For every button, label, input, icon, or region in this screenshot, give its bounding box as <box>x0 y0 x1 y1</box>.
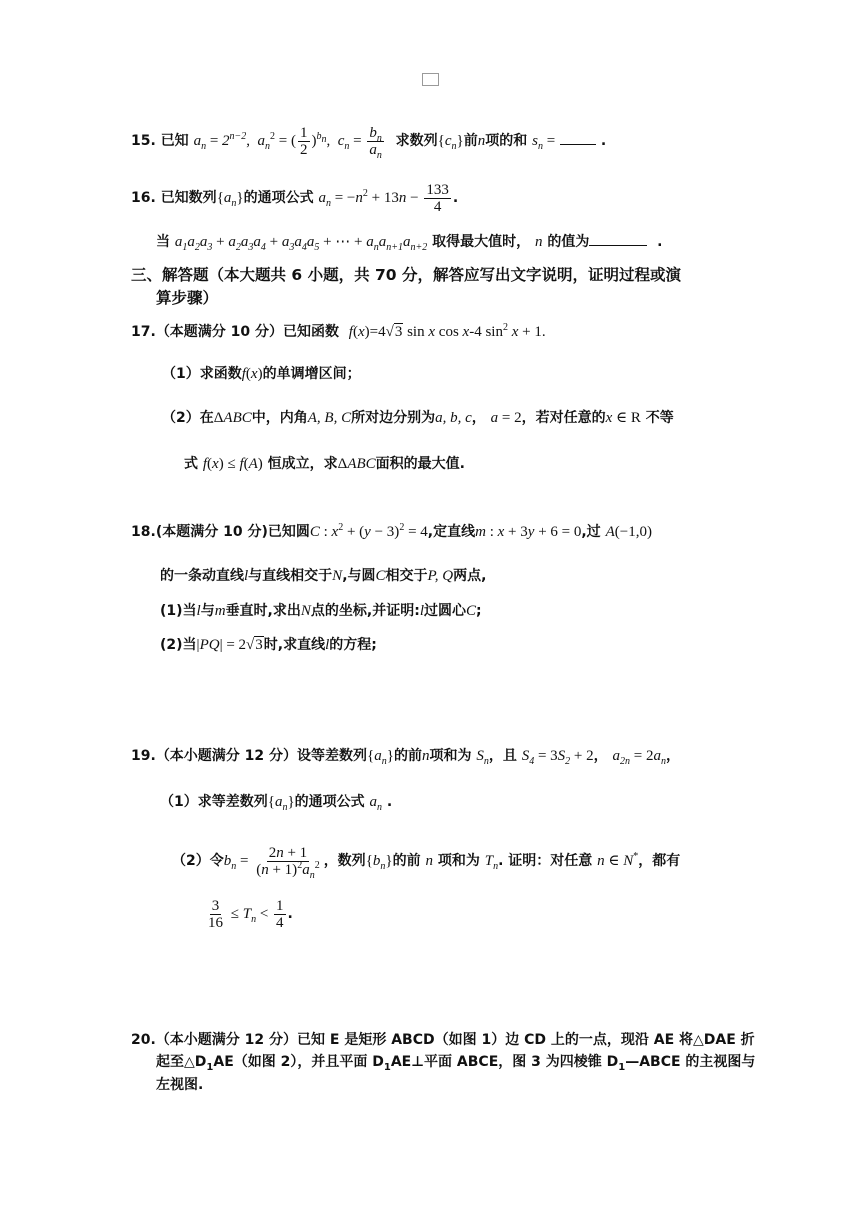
problem-20-line-3: 左视图. <box>156 1077 204 1093</box>
formula-17: f(x)=4√3 sin x cos x-4 $\sin^2 x + 1$. <box>348 322 546 340</box>
formula-16: $a_n = -n^2 + 13n$ − $\frac{133}{4}$ <box>318 182 449 215</box>
problem-20-line-2: 起至$\triangle D_1AE$（如图 2），并且平面 $D_1AE\perp$平面 ABCE，图 3 为四棱锥 $D_1—ABCE$ 的主视图与 <box>156 1054 756 1073</box>
formula-19-b: $b_n$ = $\frac{2n + 1}{(n + 1)^2a_n^2}$ <box>223 845 320 881</box>
problem-17: 17.（本题满分 10 分）已知函数 f(x)=4√3 sin x cos x-4 $\sin^2 x + 1$. <box>131 322 546 340</box>
problem-16-line-2: 当 $a_1a_2a_3 + a_2a_3a_4 + a_3a_4a_5$ + ⋯ + $a_na_{n+1}a_{n+2}$ 取得最大值时， n 的值为 . <box>156 234 663 253</box>
problem-19-part-2: （2）令$b_n$ = $\frac{2n + 1}{(n + 1)^2a_n^2}$ ，数列$\{b_n\}$的前 n 项和为 $T_n$. 证明：对任意 n ∈ N*，都有 <box>172 845 681 881</box>
problem-16: 16. 已知数列$\{a_n\}$的通项公式 $a_n = -n^2 + 13n$ − $\frac{133}{4}$ . <box>131 182 459 215</box>
formula-15: $a_n = 2^{n-2}$, $a_n^2$ = ( $\frac{1}{2}$ )$^{b_n}$, $c_n$ = $\frac{b_n}{a_n}$ <box>193 125 382 161</box>
problem-18-part-1: (1)当l与m垂直时,求出N点的坐标,并证明:l过圆心C; <box>160 603 482 619</box>
problem-18-part-2: (2)当|PQ| = 2√3时,求直线l的方程; <box>160 637 377 653</box>
problem-19: 19.（本小题满分 12 分）设等差数列$\{a_n\}$的前n项和为 $S_n$，且 $S_4 = 3S_2 + 2$， $a_{2n} = 2a_n$， <box>131 748 680 767</box>
section-3-title: 三、解答题（本大题共 6 小题，共 70 分，解答应写出文字说明，证明过程或演 <box>131 266 681 284</box>
answer-blank-15 <box>560 144 596 145</box>
problem-19-inequality: $\frac{3}{16}$ ≤ $T_n$ < $\frac{1}{4}$ . <box>208 898 293 931</box>
problem-17-part-2-cont: 式 f(x) ≤ f(A) 恒成立，求ΔABC面积的最大值. <box>184 456 465 472</box>
page-marker <box>422 73 439 86</box>
problem-19-part-1: （1）求等差数列$\{a_n\}$的通项公式 $a_n$ . <box>160 794 393 813</box>
problem-15: 15. 已知 $a_n = 2^{n-2}$, $a_n^2$ = ( $\frac{1}{2}$ )$^{b_n}$, $c_n$ = $\frac{b_n}{a_n}$ 求数列$\{c_n\}$前n项的和 $s_n$ = . <box>131 125 607 161</box>
problem-17-part-1: （1）求函数f(x)的单调增区间； <box>162 366 361 382</box>
section-3-title-cont: 算步骤） <box>156 289 219 307</box>
problem-18-line-2: 的一条动直线l与直线相交于N,与圆C相交于P, Q两点, <box>160 568 487 584</box>
problem-17-part-2: （2）在ΔABC中，内角A, B, C所对边分别为a, b, c， a = 2，若对任意的x ∈ R 不等 <box>162 410 674 426</box>
problem-20: 20.（本小题满分 12 分）已知 E 是矩形 ABCD（如图 1）边 CD 上的一点，现沿 AE 将△DAE 折 <box>131 1032 755 1048</box>
answer-blank-16 <box>589 245 647 246</box>
problem-18: 18.(本题满分 10 分)已知圆C : $x^2 + (y - 3)^2 = 4$,定直线m : x + 3y + 6 = 0,过 A(−1,0) <box>131 522 652 540</box>
